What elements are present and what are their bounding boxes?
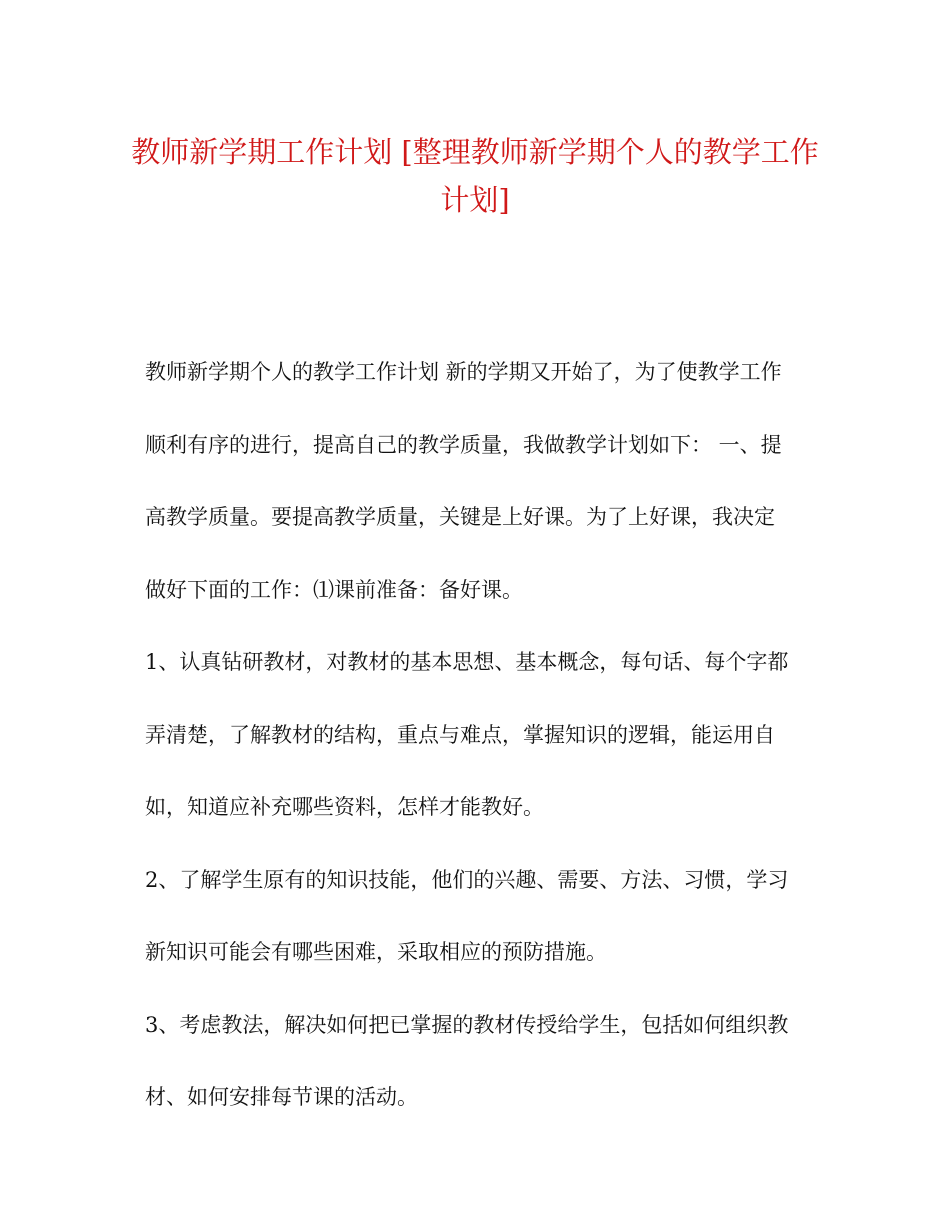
paragraph-item-1 <box>145 626 805 844</box>
text-line: 新知识可能会有哪些困难，采取相应的预防措施。 <box>145 940 607 964</box>
text-line: 3、考虑教法，解决如何把已掌握的教材传授给学生，包括如何组织教 <box>145 1012 789 1037</box>
text-line: 教师新学期个人的教学工作计划 新的学期又开始了，为了使教学工作 <box>145 360 782 384</box>
paragraph-intro <box>145 336 805 626</box>
text-line: 如，知道应补充哪些资料，怎样才能教好。 <box>145 795 544 819</box>
title-line: 教师新学期工作计划 [整理教师新学期个人的教学工作 <box>131 135 819 169</box>
paragraph-item-3 <box>145 989 805 1134</box>
text-line: 弄清楚，了解教材的结构，重点与难点，掌握知识的逻辑，能运用自 <box>145 722 775 747</box>
text-line: 高教学质量。要提高教学质量，关键是上好课。为了上好课，我决定 <box>145 505 775 529</box>
text-line: 2、了解学生原有的知识技能，他们的兴趣、需要、方法、习惯，学习 <box>145 867 789 892</box>
text-line: 材、如何安排每节课的活动。 <box>145 1085 418 1109</box>
text-line: 做好下面的工作：⑴课前准备：备好课。 <box>145 577 523 602</box>
document-body <box>145 336 805 1134</box>
document-title <box>130 128 820 224</box>
paragraph-item-2 <box>145 844 805 989</box>
text-line: 1、认真钻研教材，对教材的基本思想、基本概念，每句话、每个字都 <box>145 650 789 674</box>
text-line: 顺利有序的进行，提高自己的教学质量，我做教学计划如下： 一、提 <box>145 432 782 457</box>
title-line: 计划] <box>440 183 510 217</box>
